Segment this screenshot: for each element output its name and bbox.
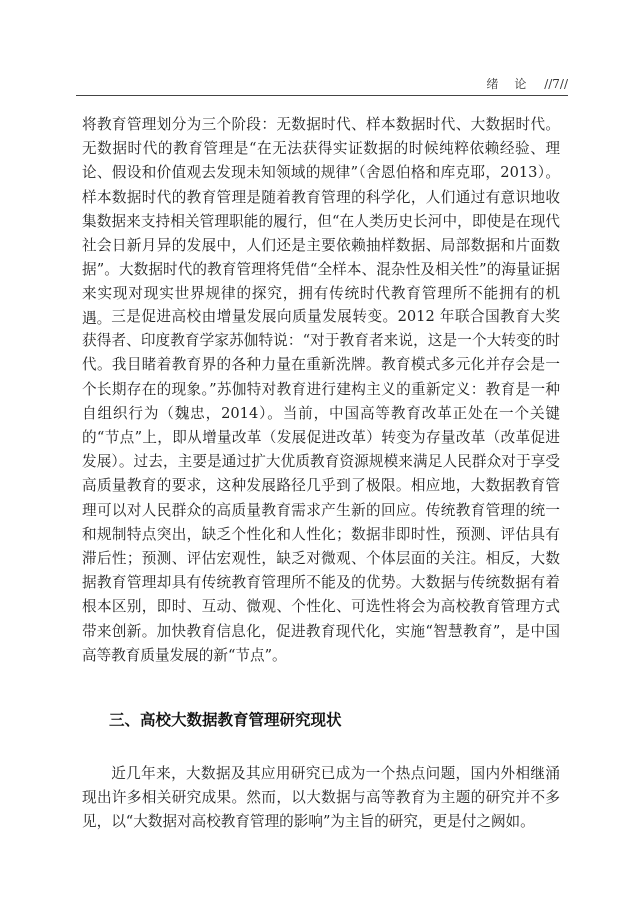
section-heading: 三、高校大数据教育管理研究现状 (109, 711, 342, 729)
header-rule (76, 95, 568, 96)
chapter-title: 绪 论 (486, 77, 529, 91)
body-paragraph-3: 近几年来，大数据及其应用研究已成为一个热点问题，国内外相继涌现出许多相关研究成果。然而，以大数据与高等教育为主题的研究并不多见，以“大数据对高校教育管理的影响”为主旨的研究，更是付之阙如。 (82, 765, 560, 831)
running-header (486, 75, 568, 92)
body-paragraph-2: 三是促进高校由增量发展向质量发展转变。2012 年联合国教育大奖获得者、印度教育学家苏伽特说：“对于教育者来说，这是一个大转变的时代。我目睹着教育界的各种力量在重新洗牌。教育模式多元化并存会是一个长期存在的现象。”苏伽特对教育进行建构主义的重新定义：教育是一种自组织行为（魏忠，2014）。当前，中国高等教育改革正处在一个关键的“节点”上，即从增量改革（发展促进改革）转变为存量改革（改革促进发展）。过去，主要是通过扩大优质教育资源规模来满足人民群众对于享受高质量教育的要求，这种发展路径几乎到了极限。相应地，大数据教育管理可以对人民群众的高质量教育需求产生新的回应。传统教育管理的统一和规制特点突出，缺乏个性化和人性化；数据非即时性，预测、评估具有滞后性；预测、评估宏观性，缺乏对微观、个体层面的关注。相反，大数据教育管理却具有传统教育管理所不能及的优势。大数据与传统数据有着根本区别，即时、互动、微观、个性化、可选性将会为高校教育管理方式带来创新。加快教育信息化，促进教育现代化，实施“智慧教育”，是中国高等教育质量发展的新“节点”。 (82, 308, 560, 664)
page-number: //7// (544, 77, 568, 91)
body-paragraph-1: 将教育管理划分为三个阶段：无数据时代、样本数据时代、大数据时代。无数据时代的教育管理是“在无法获得实证数据的时候纯粹依赖经验、理论、假设和价值观去发现未知领域的规律”（舍恩伯格和库克耶，2013）。样本数据时代的教育管理是随着教育管理的科学化，人们通过有意识地收集数据来支持相关管理职能的履行，但“在人类历史长河中，即使是在现代社会日新月异的发展中，人们还是主要依赖抽样数据、局部数据和片面数据”。大数据时代的教育管理将凭借“全样本、混杂性及相关性”的海量证据来实现对现实世界规律的探究，拥有传统时代教育管理所不能拥有的机遇。 (82, 116, 560, 327)
